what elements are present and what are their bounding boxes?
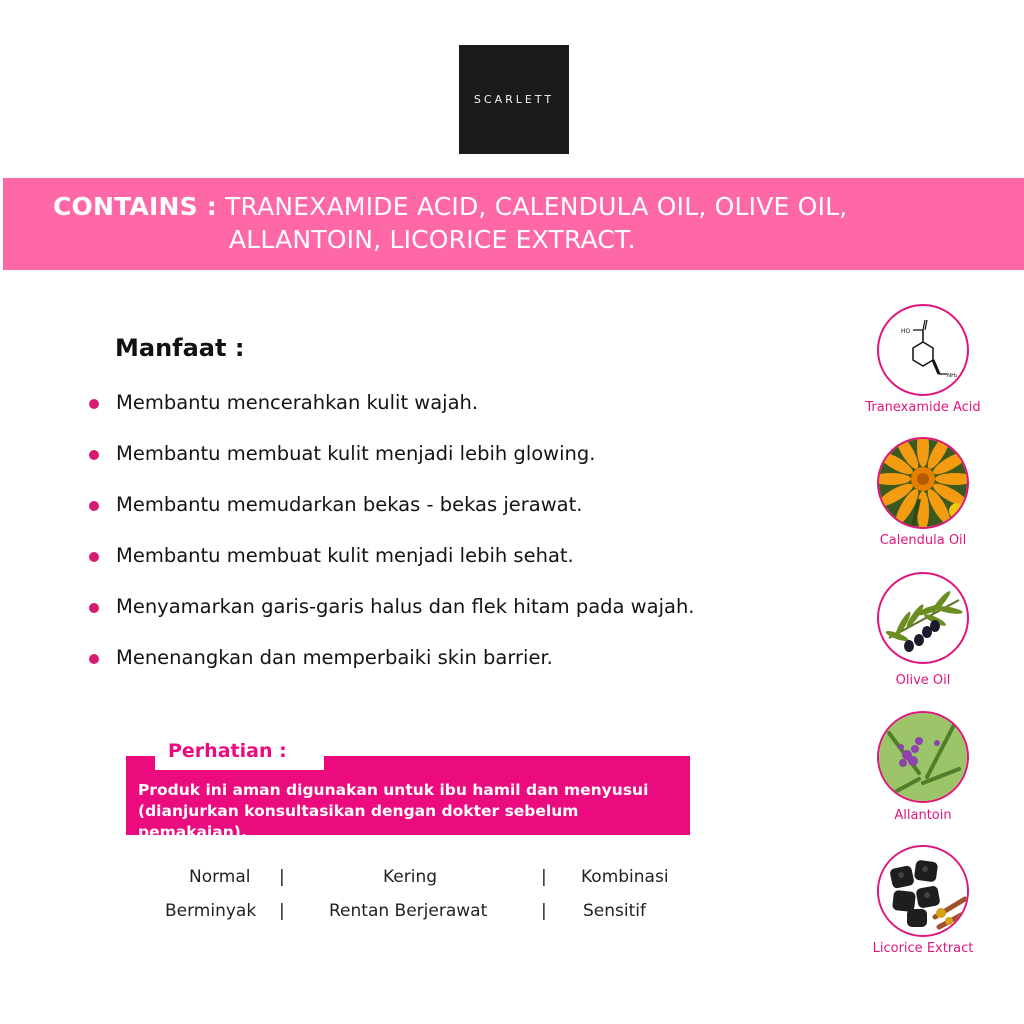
benefit-text: Membantu mencerahkan kulit wajah. (116, 391, 479, 414)
licorice-root-icon (877, 845, 969, 937)
contains-ingredients-1: TRANEXAMIDE ACID, CALENDULA OIL, OLIVE OIL, (225, 192, 848, 221)
ingredient-label: Calendula Oil (879, 533, 967, 548)
skin-separator: | (279, 867, 285, 887)
benefit-text: Membantu membuat kulit menjadi lebih sehat. (116, 544, 574, 567)
benefit-text: Membantu memudarkan bekas - bekas jerawat. (116, 493, 583, 516)
contains-banner (3, 178, 1024, 270)
contains-line-2: ALLANTOIN, LICORICE EXTRACT. (229, 225, 636, 254)
skin-separator: | (541, 901, 547, 921)
skin-type-sensitif: Sensitif (583, 901, 646, 921)
bullet-dot-icon (89, 450, 99, 460)
perhatian-text (138, 780, 690, 843)
allantoin-plant-icon (877, 711, 969, 803)
perhatian-title: Perhatian : (168, 740, 287, 762)
calendula-flower-icon (877, 437, 969, 529)
bullet-dot-icon (89, 603, 99, 613)
benefit-text: Membantu membuat kulit menjadi lebih glowing. (116, 442, 596, 465)
ingredient-label: Allantoin (894, 808, 952, 823)
molecule-icon (877, 304, 969, 396)
brand-logo (459, 45, 569, 154)
contains-line-1 (53, 192, 847, 221)
bullet-dot-icon (89, 399, 99, 409)
benefit-text: Menenangkan dan memperbaiki skin barrier. (116, 646, 553, 669)
skin-separator: | (541, 867, 547, 887)
benefit-text: Menyamarkan garis-garis halus dan flek hitam pada wajah. (116, 595, 695, 618)
perhatian-line-2: (dianjurkan konsultasikan dengan dokter sebelum pemakaian). (138, 802, 579, 841)
skin-type-berminyak: Berminyak (165, 901, 257, 921)
bullet-dot-icon (89, 552, 99, 562)
skin-type-kering: Kering (383, 867, 438, 887)
skin-separator: | (279, 901, 285, 921)
brand-logo-text: SCARLETT (473, 93, 555, 106)
skin-type-kombinasi: Kombinasi (581, 867, 669, 887)
manfaat-title: Manfaat : (115, 334, 245, 362)
skin-type-normal: Normal (189, 867, 251, 887)
molecule-amine-label: NH₂ (947, 373, 958, 379)
perhatian-line-1: Produk ini aman digunakan untuk ibu hamil dan menyusui (138, 781, 649, 799)
skin-type-rentan-berjerawat: Rentan Berjerawat (329, 901, 488, 921)
bullet-dot-icon (89, 654, 99, 664)
olive-branch-icon (877, 572, 969, 664)
ingredient-label: Licorice Extract (872, 941, 974, 956)
bullet-dot-icon (89, 501, 99, 511)
molecule-acid-label: HO (901, 328, 911, 335)
ingredient-label: Olive Oil (895, 673, 951, 688)
contains-label: CONTAINS : (53, 192, 217, 221)
ingredient-label: Tranexamide Acid (865, 400, 981, 415)
